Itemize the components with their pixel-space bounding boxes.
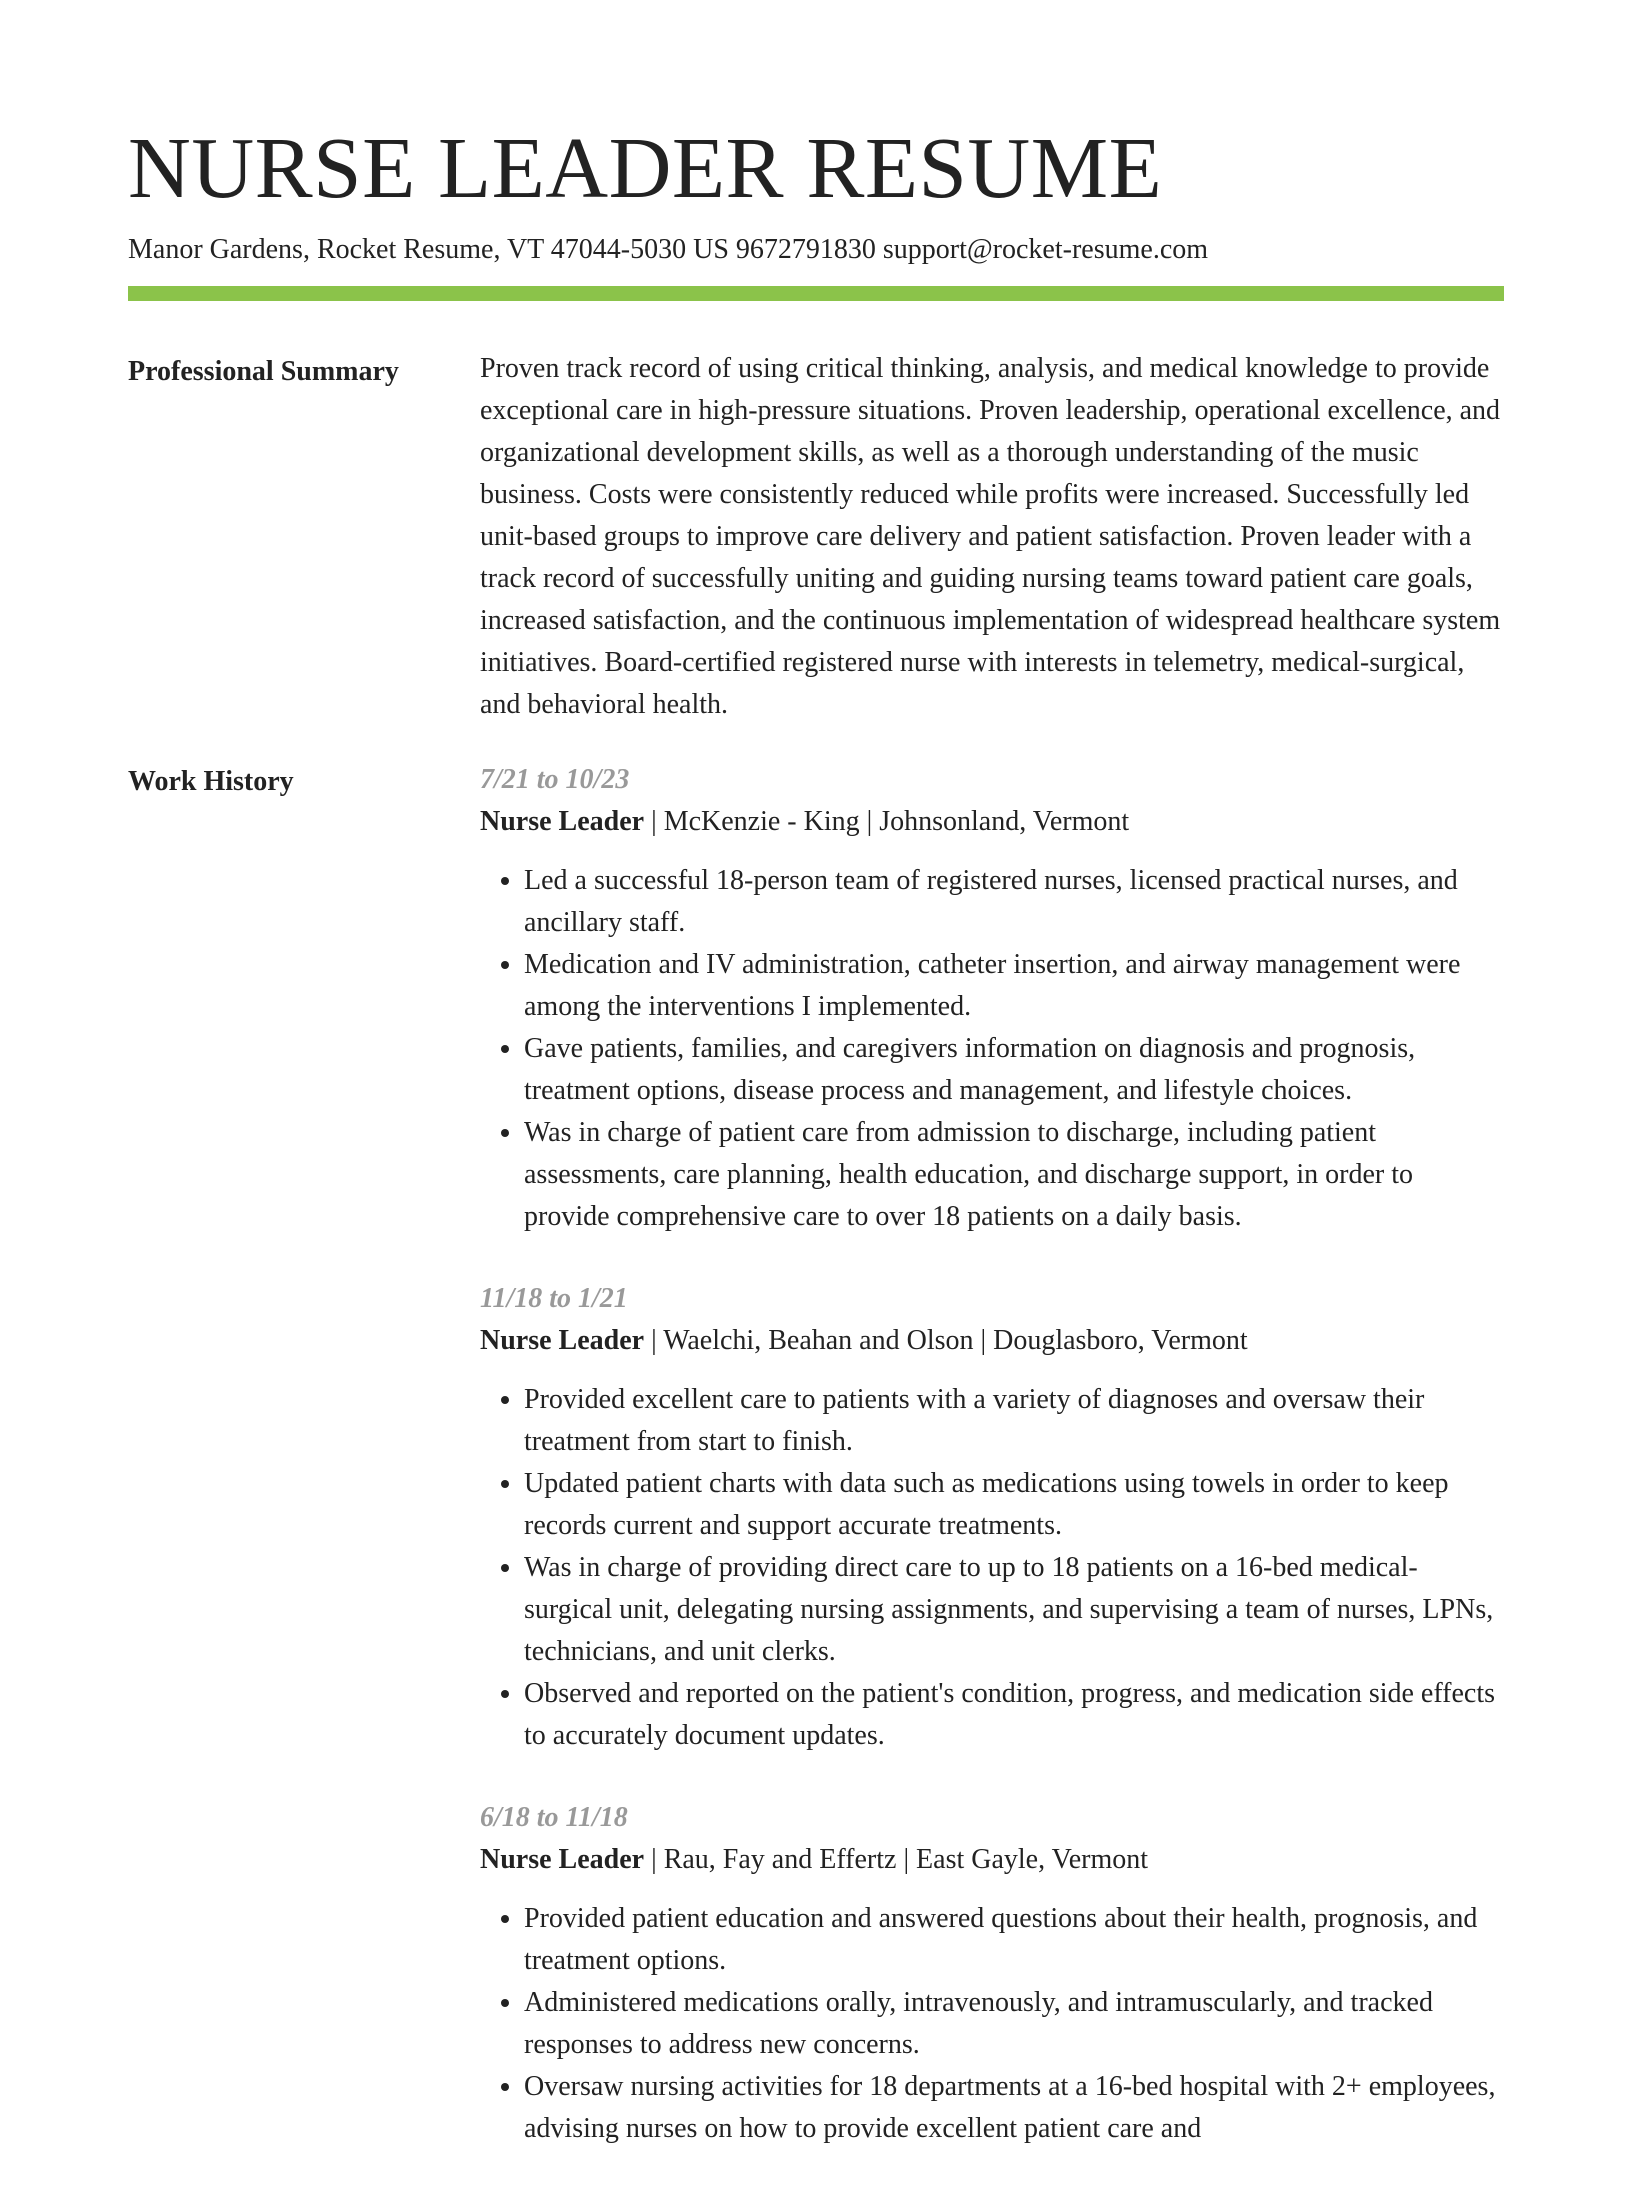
job-title: Nurse Leader <box>480 1844 645 1875</box>
job-title: Nurse Leader <box>480 1325 645 1356</box>
job-heading <box>480 1839 1504 1881</box>
job-duty-item: • Provided patient education and answered questions about their health, prognosis, and treatment options. <box>524 1898 1504 1982</box>
job-separator: | <box>644 806 664 837</box>
job-heading <box>480 1320 1504 1362</box>
job-duty-item: • Medication and IV administration, catheter insertion, and airway management were among the interventions I implemented. <box>524 944 1504 1028</box>
job-employer: McKenzie - King <box>663 806 860 837</box>
professional-summary <box>480 348 1504 726</box>
job-location: Douglasboro, Vermont <box>993 1325 1248 1356</box>
job-dates: 7/21 to 10/23 <box>480 764 630 795</box>
job-duty-item: • Gave patients, families, and caregivers information on diagnosis and prognosis, treatment options, disease process and management, and lifestyle choices. <box>524 1028 1504 1112</box>
resume-title: NURSE LEADER RESUME <box>128 119 1163 216</box>
header-divider <box>128 286 1504 301</box>
contact-line: Manor Gardens, Rocket Resume, VT 47044-5030 US 9672791830 support@rocket-resume.com <box>128 234 1209 265</box>
work-history-list <box>480 759 1504 2190</box>
work-history-entry <box>480 759 1504 1238</box>
job-separator: | <box>859 806 880 837</box>
job-separator: | <box>973 1325 994 1356</box>
job-duties-list <box>480 1898 1504 2150</box>
job-location: Johnsonland, Vermont <box>879 806 1130 837</box>
job-duty-item: • Led a successful 18-person team of registered nurses, licensed practical nurses, and ancillary staff. <box>524 860 1504 944</box>
job-duty-item: • Oversaw nursing activities for 18 departments at a 16-bed hospital with 2+ employees, advising nurses on how to provide excellent patient care and <box>524 2066 1504 2150</box>
job-dates: 11/18 to 1/21 <box>480 1283 628 1314</box>
work-history-entry <box>480 1278 1504 1757</box>
job-location: East Gayle, Vermont <box>916 1844 1149 1875</box>
job-duty-item: • Updated patient charts with data such as medications using towels in order to keep records current and support accurate treatments. <box>524 1463 1504 1547</box>
job-employer: Waelchi, Beahan and Olson <box>663 1325 974 1356</box>
job-duty-item: • Was in charge of providing direct care to up to 18 patients on a 16-bed medical-surgical unit, delegating nursing assignments, and supervising a team of nurses, LPNs, technicians, and unit clerks. <box>524 1547 1504 1673</box>
job-employer: Rau, Fay and Effertz <box>663 1844 897 1875</box>
job-duty-item: • Observed and reported on the patient's condition, progress, and medication side effects to accurately document updates. <box>524 1673 1504 1757</box>
job-dates: 6/18 to 11/18 <box>480 1802 628 1833</box>
job-duties-list <box>480 860 1504 1238</box>
job-duties-list <box>480 1379 1504 1757</box>
job-duty-item: • Administered medications orally, intravenously, and intramuscularly, and tracked responses to address new concerns. <box>524 1982 1504 2066</box>
work-history-entry <box>480 1797 1504 2150</box>
job-heading <box>480 801 1504 843</box>
job-separator: | <box>644 1325 664 1356</box>
section-label-professional-summary: Professional Summary <box>128 356 399 387</box>
section-label-work-history: Work History <box>128 766 294 797</box>
job-separator: | <box>896 1844 917 1875</box>
job-title: Nurse Leader <box>480 806 645 837</box>
summary-text: Proven track record of using critical thinking, analysis, and medical knowledge to provide exceptional care in high-pressure situations. Proven leadership, operational excellence, and organizational development skills, as well as a thorough understanding of the music business. Costs were consistently reduced while profits were increased. Successfully led unit-based groups to improve care delivery and patient satisfaction. Proven leader with a track record of successfully uniting and guiding nursing teams toward patient care goals, increased satisfaction, and the continuous implementation of widespread healthcare system initiatives. Board-certified registered nurse with interests in telemetry, medical-surgical, and behavioral health. <box>480 353 1501 720</box>
job-duty-item: • Was in charge of patient care from admission to discharge, including patient assessments, care planning, health education, and discharge support, in order to provide comprehensive care to over 18 patients on a daily basis. <box>524 1112 1504 1238</box>
job-separator: | <box>644 1844 664 1875</box>
job-duty-item: • Provided excellent care to patients with a variety of diagnoses and oversaw their treatment from start to finish. <box>524 1379 1504 1463</box>
